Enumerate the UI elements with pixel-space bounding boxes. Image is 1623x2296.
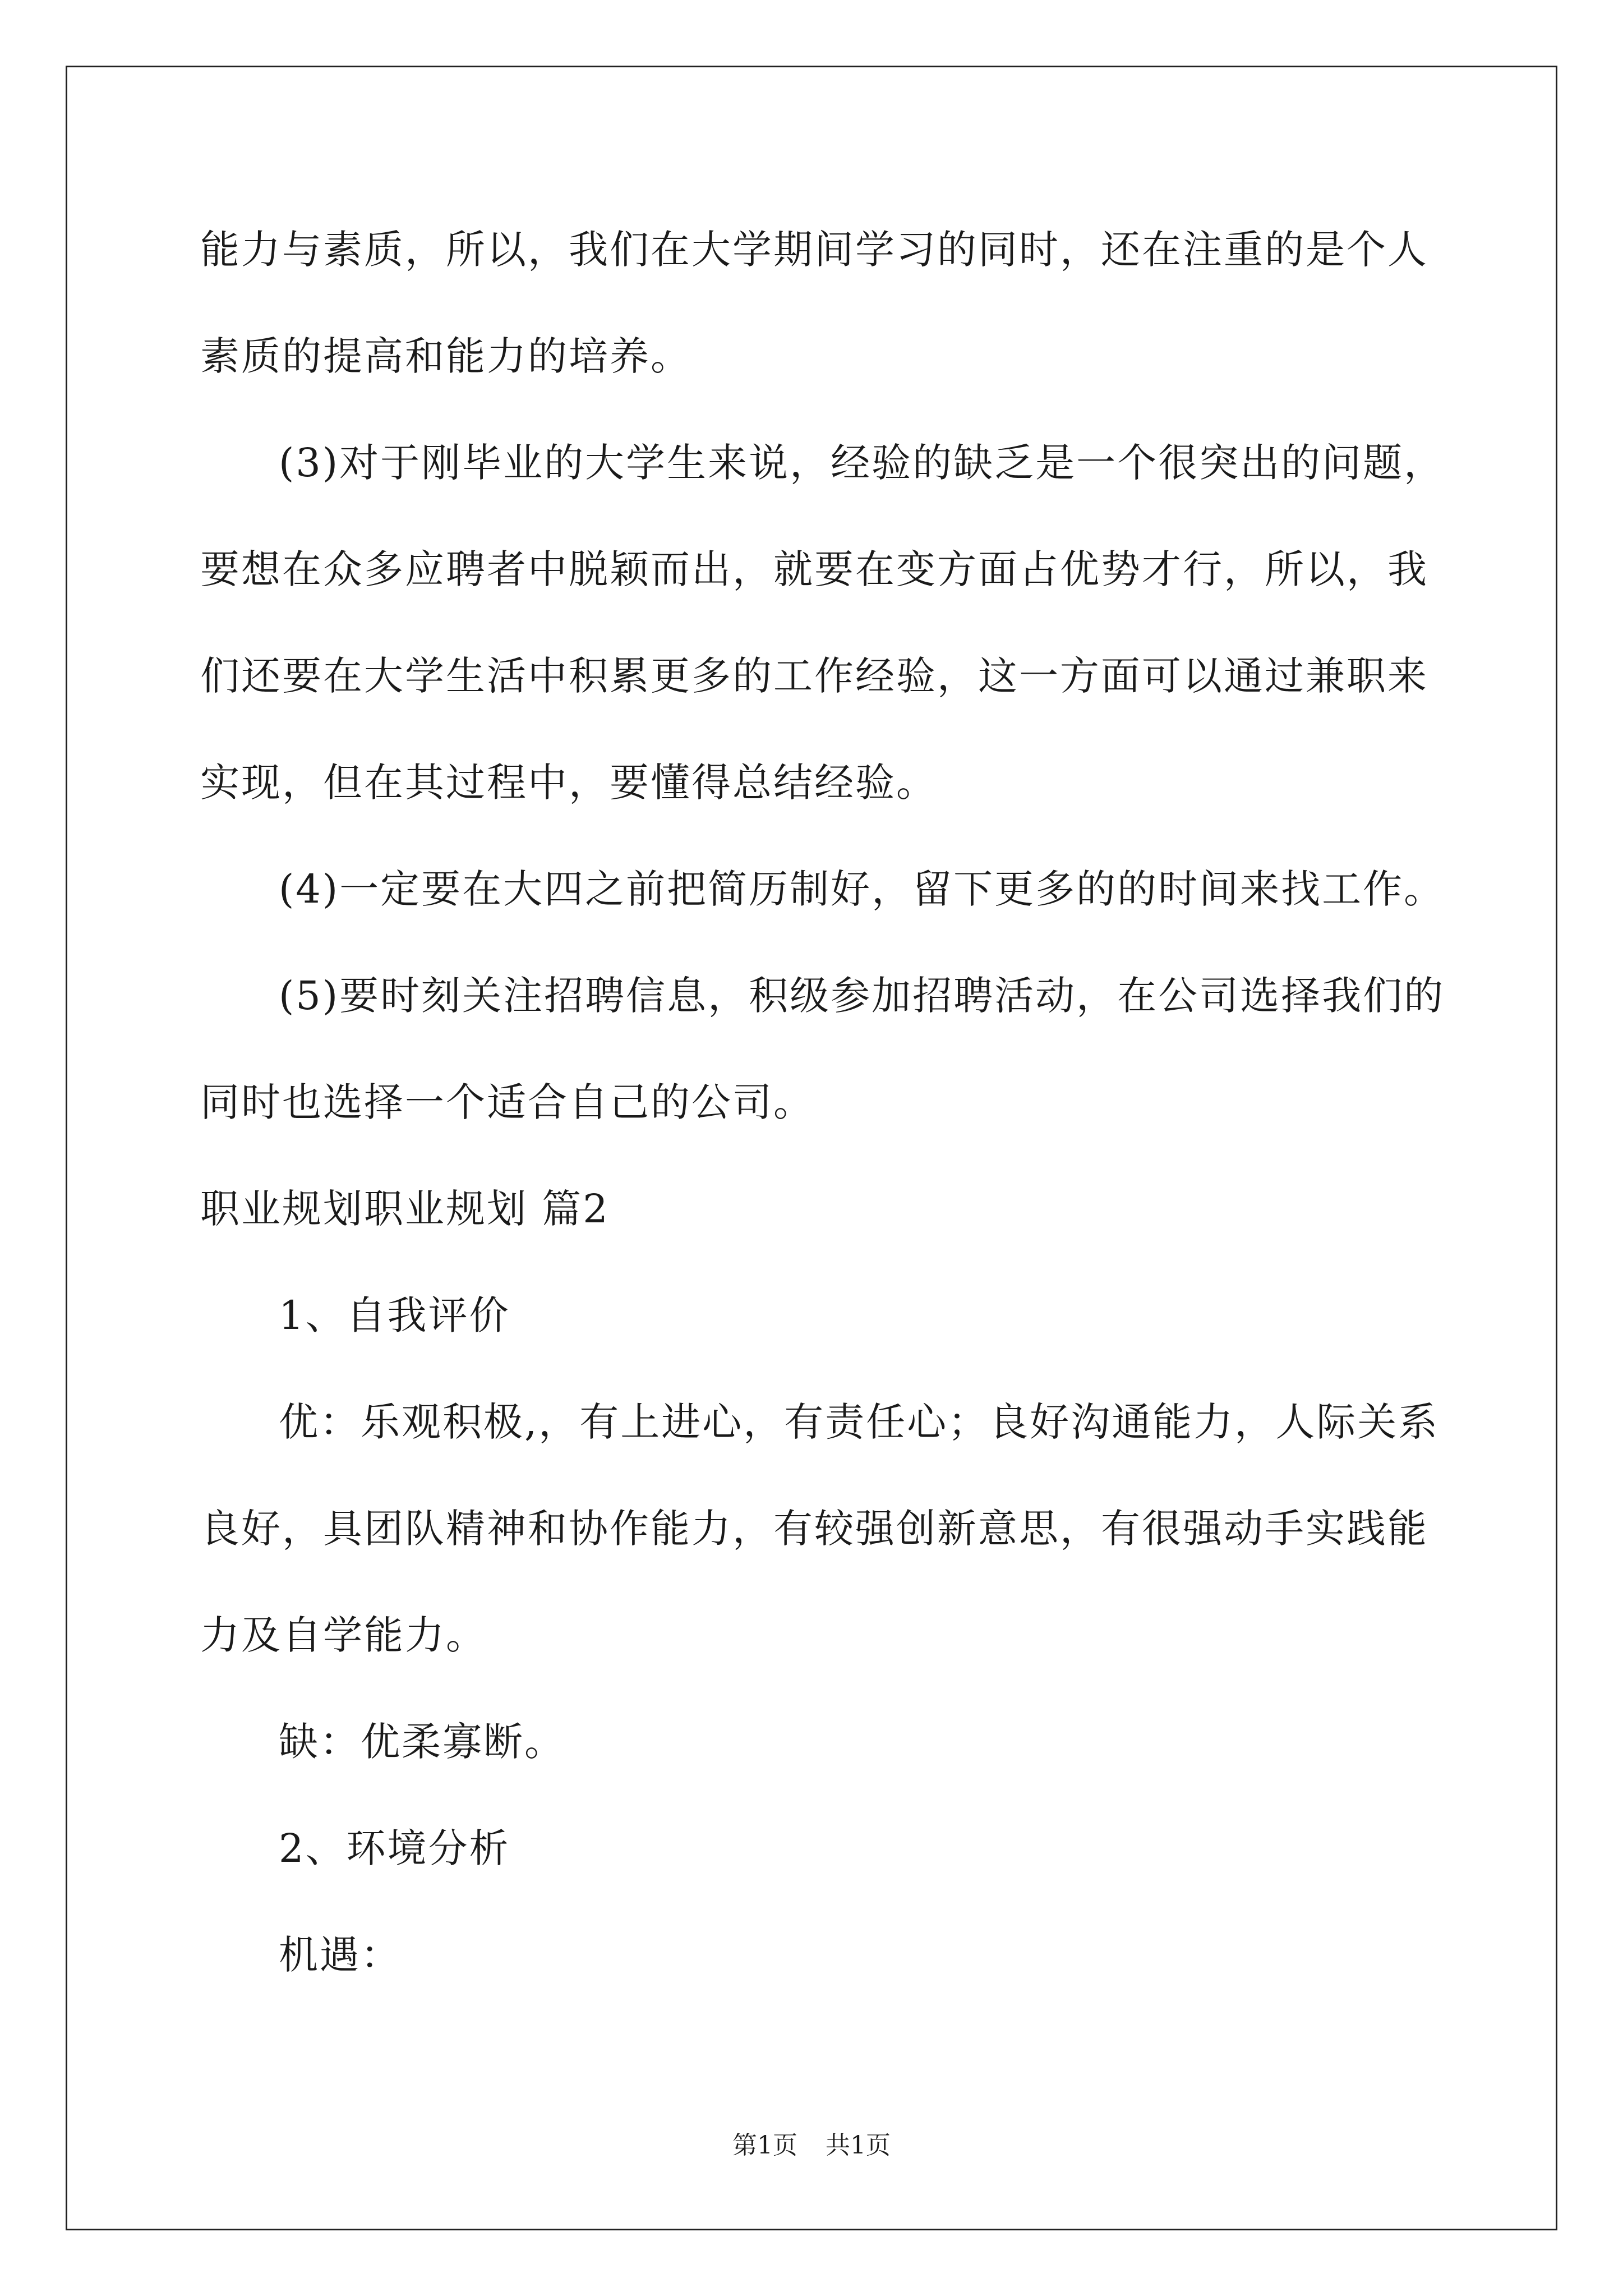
opportunities-line: 机遇： [279,1932,402,1978]
body-line-4: 要想在众多应聘者中脱颖而出，就要在变方面占优势才行，所以，我 [200,546,1428,592]
page-total: 共1页 [826,2131,891,2160]
subheading-environment: 2、环境分析 [279,1825,510,1871]
body-line-6: 实现，但在其过程中，要懂得总结经验。 [200,760,937,806]
body-line-9: 同时也选择一个适合自己的公司。 [200,1079,814,1125]
page-footer [0,2129,1623,2162]
strengths-line-1: 优：乐观积极,，有上进心，有责任心；良好沟通能力，人际关系 [279,1399,1440,1445]
strengths-line-2: 良好，具团队精神和协作能力，有较强创新意思，有很强动手实践能 [200,1506,1428,1552]
body-line-5: 们还要在大学生活中积累更多的工作经验，这一方面可以通过兼职来 [200,653,1428,699]
list-item-3: (3)对于刚毕业的大学生来说，经验的缺乏是一个很突出的问题， [279,440,1445,486]
body-line-1: 能力与素质，所以，我们在大学期间学习的同时，还在注重的是个人 [200,227,1428,273]
weakness-line: 缺：优柔寡断。 [279,1719,565,1765]
list-item-5: (5)要时刻关注招聘信息，积级参加招聘活动，在公司选择我们的 [279,973,1445,1019]
page-border [66,66,1557,2230]
page-number: 第1页 [732,2131,797,2160]
strengths-line-3: 力及自学能力。 [200,1612,487,1658]
list-item-4: (4)一定要在大四之前把简历制好，留下更多的的时间来找工作。 [279,866,1445,912]
subheading-self-evaluation: 1、自我评价 [279,1292,510,1338]
body-line-2: 素质的提高和能力的培养。 [200,333,691,379]
section-heading: 职业规划职业规划 篇2 [200,1186,610,1232]
